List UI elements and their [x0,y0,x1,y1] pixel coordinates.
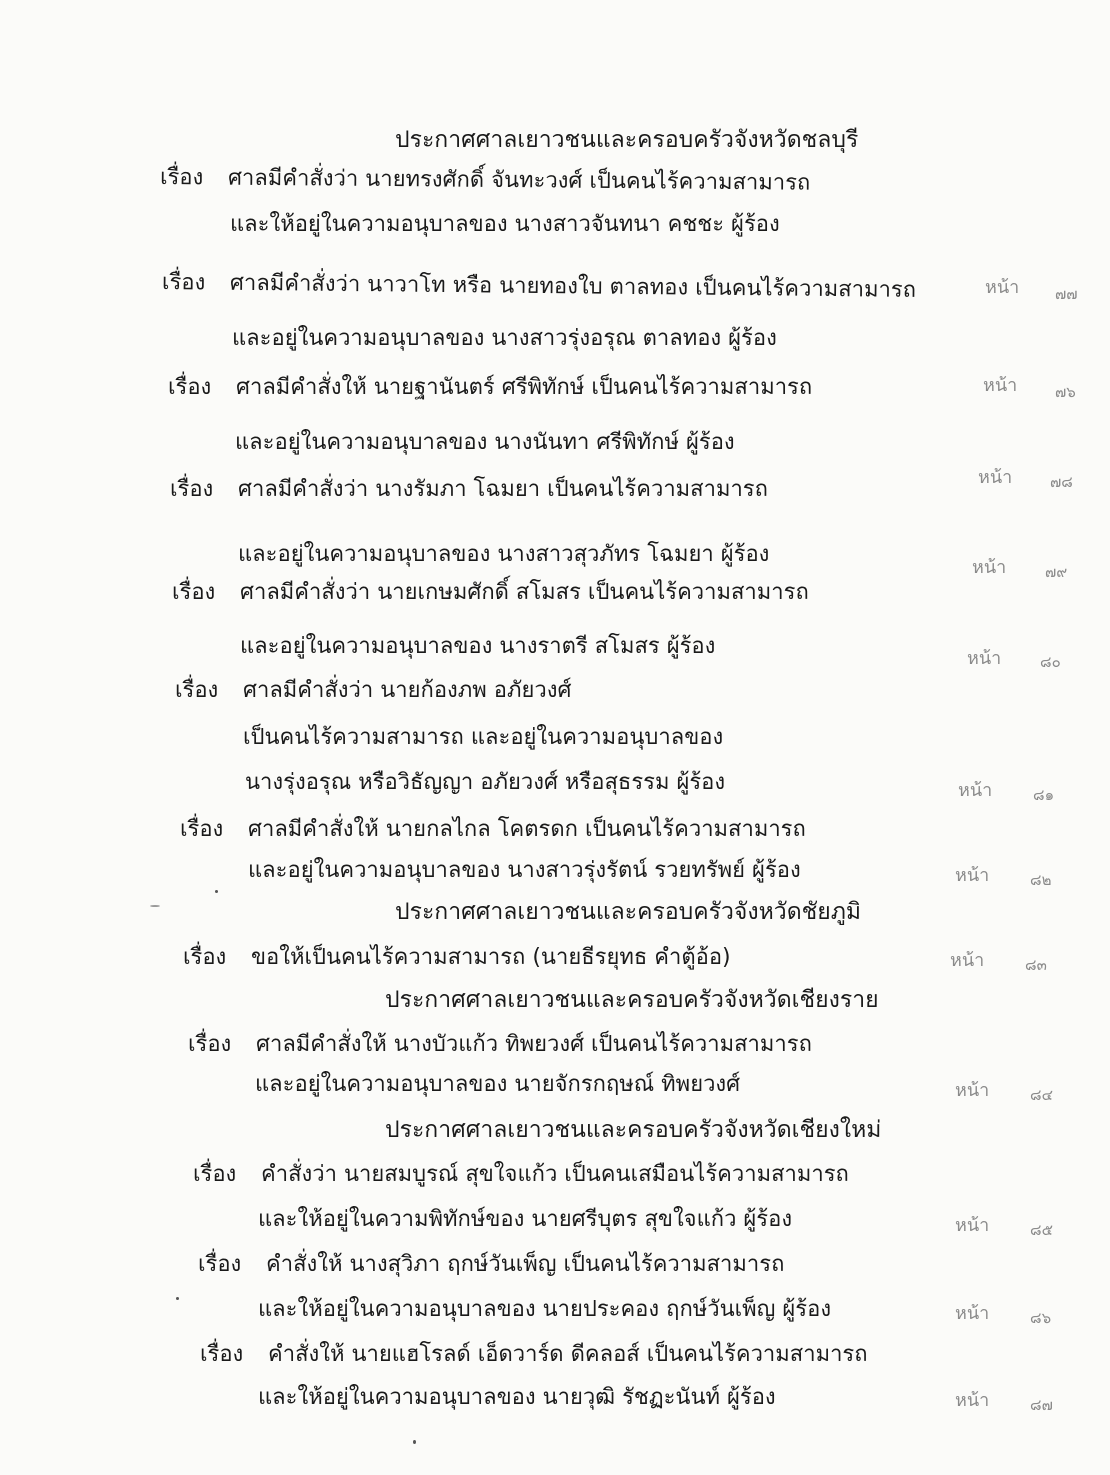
scan-speck [413,1440,416,1444]
entry-text: ศาลมีคำสั่งว่า นายเกษมศักดิ์ สโมสร เป็นคนไร้ความสามารถ [240,580,809,605]
entry-text: ศาลมีคำสั่งว่า นาวาโท หรือ นายทองใบ ตาลทอง เป็นคนไร้ความสามารถ [229,270,917,303]
entry-keyword: เรื่อง [168,375,212,400]
entry-line: และอยู่ในความอนุบาลของ นางนันทา ศรีพิทักษ์ ผู้ร้อง [235,430,735,455]
page-number: ๗๙ [1045,563,1068,581]
entry-line [193,1160,849,1190]
entry-line: นางรุ่งอรุณ หรือวิธัญญา อภัยวงศ์ หรือสุธรรม ผู้ร้อง [245,770,726,795]
entry-line: และให้อยู่ในความอนุบาลของ นายวุฒิ รัชฏะนันท์ ผู้ร้อง [258,1385,776,1410]
page-number: ๘๖ [1030,1309,1052,1327]
section-heading: ประกาศศาลเยาวชนและครอบครัวจังหวัดชลบุรี [395,127,859,153]
entry-text: ศาลมีคำสั่งให้ นายฐานันตร์ ศรีพิทักษ์ เป็นคนไร้ความสามารถ [236,375,813,400]
page-number: ๘๕ [1030,1221,1053,1239]
entry-text: คำสั่งให้ นางสุวิภา ฤกษ์วันเพ็ญ เป็นคนไร้ความสามารถ [266,1252,785,1277]
entry-keyword: เรื่อง [170,477,214,502]
entry-line [160,163,811,199]
page-label: หน้า [950,950,985,971]
entry-line: และให้อยู่ในความอนุบาลของ นายประคอง ฤกษ์วันเพ็ญ ผู้ร้อง [258,1297,832,1322]
entry-text: ขอให้เป็นคนไร้ความสามารถ (นายธีรยุทธ คำตู้อ้อ) [251,945,731,970]
entry-text: ศาลมีคำสั่งว่า นางรัมภา โฉมยา เป็นคนไร้ความสามารถ [238,477,768,502]
page-label: หน้า [955,1303,990,1324]
entry-line: และอยู่ในความอนุบาลของ นายจักรกฤษณ์ ทิพยวงศ์ [255,1072,741,1097]
entry-keyword: เรื่อง [188,1032,232,1057]
entry-keyword: เรื่อง [175,678,219,703]
entry-line [183,943,731,973]
entry-line [172,578,809,608]
entry-text: ศาลมีคำสั่งว่า นายก้องภพ อภัยวงศ์ [243,678,572,703]
page-number: ๘๓ [1025,956,1047,974]
entry-line: และอยู่ในความอนุบาลของ นางสาวรุ่งรัตน์ รวยทรัพย์ ผู้ร้อง [248,858,801,883]
page-label: หน้า [967,648,1002,669]
page-number: ๘๒ [1030,871,1052,889]
entry-keyword: เรื่อง [159,165,204,191]
entry-keyword: เรื่อง [161,270,206,296]
entry-keyword: เรื่อง [198,1252,242,1277]
section-heading: ประกาศศาลเยาวชนและครอบครัวจังหวัดเชียงใหม่ [385,1117,882,1143]
entry-line: และให้อยู่ในความพิทักษ์ของ นายศรีบุตร สุขใจแก้ว ผู้ร้อง [258,1207,793,1232]
page-label: หน้า [955,865,990,886]
page-number: ๘๑ [1033,786,1055,804]
entry-line [188,1030,812,1060]
entry-line: และอยู่ในความอนุบาลของ นางราตรี สโมสร ผู้ร้อง [240,634,716,659]
entry-text: คำสั่งว่า นายสมบูรณ์ สุขใจแก้ว เป็นคนเสมือนไร้ความสามารถ [261,1162,849,1187]
entry-line [200,1340,868,1370]
entry-text: ศาลมีคำสั่งให้ นายกลไกล โคตรดก เป็นคนไร้ความสามารถ [248,817,806,842]
page-label: หน้า [955,1215,990,1236]
scan-speck [176,1297,179,1300]
page-label: หน้า [955,1080,990,1101]
entry-line [170,475,768,505]
entry-line [162,268,916,306]
page-number: ๘๐ [1040,653,1061,671]
page-label: หน้า [972,557,1007,578]
entry-line [198,1250,784,1280]
section-heading: ประกาศศาลเยาวชนและครอบครัวจังหวัดเชียงราย [385,987,879,1013]
entry-line: และอยู่ในความอนุบาลของ นางสาวสุวภัทร โฉมยา ผู้ร้อง [238,542,770,567]
page-label: หน้า [985,277,1020,298]
scan-speck [215,890,218,893]
entry-line [168,373,812,403]
page-label: หน้า [983,375,1018,396]
scan-speck [150,905,160,907]
entry-keyword: เรื่อง [193,1162,237,1187]
entry-keyword: เรื่อง [183,945,227,970]
page-number: ๗๘ [1050,473,1073,491]
entry-line: เป็นคนไร้ความสามารถ และอยู่ในความอนุบาลของ [243,725,724,750]
entry-line: และอยู่ในความอนุบาลของ นางสาวรุ่งอรุณ ตาลทอง ผู้ร้อง [232,326,777,351]
entry-text: ศาลมีคำสั่งว่า นายทรงศักดิ์ จันทะวงศ์ เป็นคนไร้ความสามารถ [227,165,811,196]
entry-keyword: เรื่อง [180,817,224,842]
entry-text: ศาลมีคำสั่งให้ นางบัวแก้ว ทิพยวงศ์ เป็นคนไร้ความสามารถ [256,1032,812,1057]
entry-keyword: เรื่อง [172,580,216,605]
entry-line: และให้อยู่ในความอนุบาลของ นางสาวจันทนา คชชะ ผู้ร้อง [230,212,780,237]
page-number: ๗๖ [1055,383,1076,401]
entry-text: คำสั่งให้ นายแฮโรลด์ เอ็ดวาร์ด ดีคลอส์ เป็นคนไร้ความสามารถ [268,1342,868,1367]
page-label: หน้า [978,467,1013,488]
section-heading: ประกาศศาลเยาวชนและครอบครัวจังหวัดชัยภูมิ [395,899,862,925]
page-number: ๘๗ [1030,1396,1053,1414]
page-number: ๗๗ [1055,285,1078,303]
page-label: หน้า [958,780,993,801]
page-label: หน้า [955,1390,990,1411]
entry-keyword: เรื่อง [200,1342,244,1367]
entry-line [180,815,806,845]
page-number: ๘๔ [1030,1086,1053,1104]
entry-line [175,676,571,706]
